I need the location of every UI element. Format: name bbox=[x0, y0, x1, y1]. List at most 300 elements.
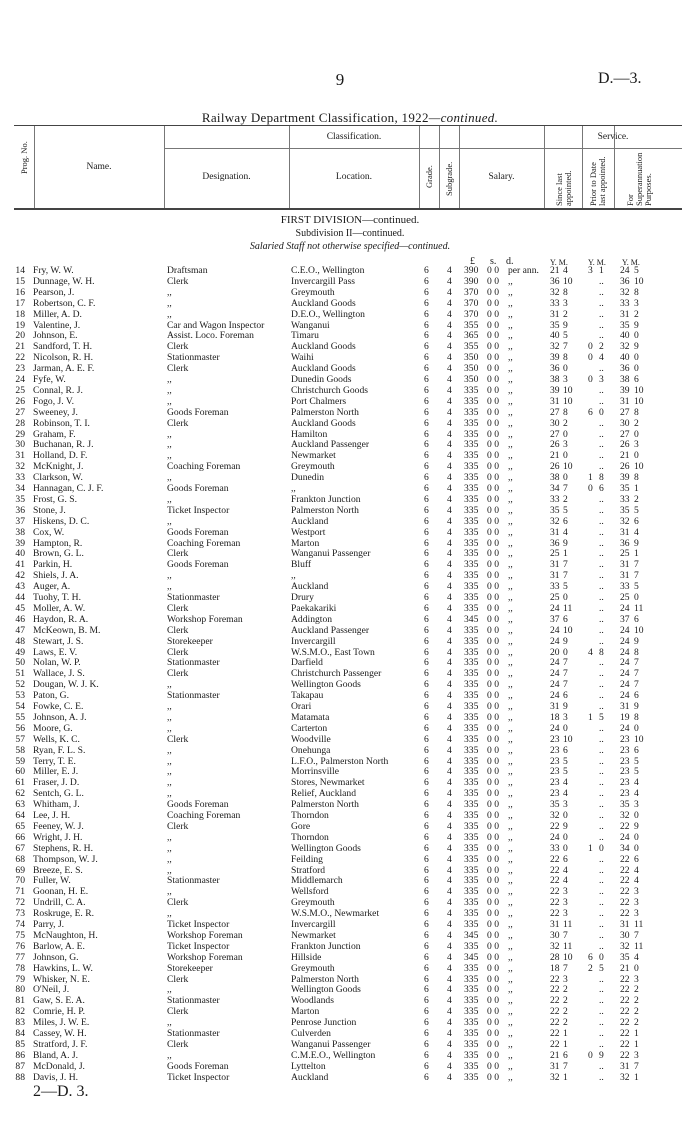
prior-months: .. bbox=[599, 919, 604, 930]
designation: ,, bbox=[167, 908, 172, 920]
prior-months: .. bbox=[599, 613, 604, 625]
prog-no: 44 bbox=[15, 592, 25, 603]
salary-period: ,, bbox=[508, 1038, 513, 1050]
since-years: 38 bbox=[550, 472, 560, 484]
salary-period: ,, bbox=[508, 504, 513, 516]
designation: Stationmaster bbox=[167, 592, 220, 603]
salary-period: ,, bbox=[508, 711, 513, 723]
staff-name: Barlow, A. E. bbox=[33, 940, 85, 952]
designation: ,, bbox=[167, 864, 172, 876]
salary: 390 bbox=[464, 265, 479, 276]
super-months: 5 bbox=[634, 265, 639, 276]
salary-shillings-pence: 0 0 bbox=[487, 613, 499, 625]
prior-years: 0 bbox=[588, 483, 593, 494]
since-months: 6 bbox=[563, 515, 568, 527]
salary: 335 bbox=[464, 1017, 479, 1029]
grade: 6 bbox=[424, 461, 429, 473]
super-months: 5 bbox=[634, 755, 639, 767]
salary-shillings-pence: 0 0 bbox=[487, 341, 499, 353]
super-years: 31 bbox=[620, 701, 630, 712]
grade: 6 bbox=[424, 1060, 429, 1072]
salary-period: ,, bbox=[508, 799, 513, 811]
table-row bbox=[0, 450, 700, 460]
prior-years: 6 bbox=[588, 406, 593, 418]
prog-no: 78 bbox=[15, 962, 25, 974]
grade: 6 bbox=[424, 417, 429, 429]
prior-years: 1 bbox=[588, 842, 593, 854]
since-years: 27 bbox=[550, 428, 560, 440]
staff-name: Ryan, F. L. S. bbox=[33, 744, 86, 756]
since-months: 3 bbox=[563, 439, 568, 451]
super-months: 2 bbox=[634, 493, 639, 505]
table-row bbox=[0, 374, 700, 384]
prog-no: 83 bbox=[15, 1017, 25, 1029]
staff-name: Fowke, C. E. bbox=[33, 701, 84, 712]
salary: 345 bbox=[464, 951, 479, 963]
location: Frankton Junction bbox=[291, 493, 361, 505]
header-prog-no: Prog. No. bbox=[19, 141, 29, 174]
staff-name: Fraser, J. D. bbox=[33, 777, 80, 789]
since-years: 31 bbox=[550, 701, 560, 712]
since-years: 31 bbox=[550, 308, 560, 320]
super-months: 2 bbox=[634, 308, 639, 320]
subgrade: 4 bbox=[447, 929, 452, 941]
since-months: 8 bbox=[563, 406, 568, 418]
designation: ,, bbox=[167, 374, 172, 385]
table-row bbox=[0, 886, 700, 896]
since-years: 24 bbox=[550, 690, 560, 702]
location: Wellington Goods bbox=[291, 984, 361, 996]
super-years: 24 bbox=[620, 679, 630, 691]
salary-period: ,, bbox=[508, 820, 513, 832]
grade: 6 bbox=[424, 286, 429, 298]
staff-name: Paton, G. bbox=[33, 690, 69, 702]
grade: 6 bbox=[424, 733, 429, 745]
salary-period: ,, bbox=[508, 548, 513, 560]
since-months: 3 bbox=[563, 973, 568, 985]
grade: 6 bbox=[424, 984, 429, 996]
super-months: 10 bbox=[634, 461, 644, 473]
subgrade: 4 bbox=[447, 1006, 452, 1018]
super-months: 6 bbox=[634, 690, 639, 702]
staff-name: Tuohy, T. H. bbox=[33, 592, 81, 603]
designation: ,, bbox=[167, 777, 172, 789]
salary-shillings-pence: 0 0 bbox=[487, 450, 499, 462]
since-years: 32 bbox=[550, 286, 560, 298]
salary: 335 bbox=[464, 788, 479, 800]
grade: 6 bbox=[424, 853, 429, 865]
location: Greymouth bbox=[291, 461, 335, 473]
prog-no: 24 bbox=[15, 374, 25, 385]
super-months: 8 bbox=[634, 711, 639, 723]
since-months: 4 bbox=[563, 864, 568, 876]
location: Thorndon bbox=[291, 810, 329, 821]
prior-months: .. bbox=[599, 940, 604, 952]
salary: 345 bbox=[464, 613, 479, 625]
super-years: 33 bbox=[620, 581, 630, 593]
prog-no: 28 bbox=[15, 417, 25, 429]
salary-period: ,, bbox=[508, 929, 513, 941]
table-row bbox=[0, 930, 700, 940]
salary: 335 bbox=[464, 940, 479, 952]
salary-shillings-pence: 0 0 bbox=[487, 853, 499, 865]
salary: 335 bbox=[464, 755, 479, 767]
subgrade: 4 bbox=[447, 799, 452, 811]
staff-name: Fyfe, W. bbox=[33, 374, 66, 385]
grade: 6 bbox=[424, 722, 429, 734]
since-months: 3 bbox=[563, 799, 568, 811]
location: Palmerston North bbox=[291, 799, 359, 811]
salary: 335 bbox=[464, 1038, 479, 1050]
designation: Goods Foreman bbox=[167, 526, 229, 538]
units-pence: d. bbox=[506, 256, 514, 267]
table-row bbox=[0, 788, 700, 798]
subgrade: 4 bbox=[447, 1060, 452, 1072]
since-years: 39 bbox=[550, 384, 560, 396]
salary: 335 bbox=[464, 592, 479, 603]
location: Auckland Goods bbox=[291, 341, 356, 353]
super-years: 22 bbox=[620, 973, 630, 985]
grade: 6 bbox=[424, 275, 429, 287]
since-years: 22 bbox=[550, 864, 560, 876]
subgrade: 4 bbox=[447, 668, 452, 680]
prior-months: .. bbox=[599, 886, 604, 898]
subgrade: 4 bbox=[447, 657, 452, 669]
prior-years: 2 bbox=[588, 962, 593, 974]
since-years: 22 bbox=[550, 820, 560, 832]
salary: 390 bbox=[464, 275, 479, 287]
since-years: 31 bbox=[550, 570, 560, 582]
salary-shillings-pence: 0 0 bbox=[487, 679, 499, 691]
location: Timaru bbox=[291, 330, 319, 342]
subgrade: 4 bbox=[447, 493, 452, 505]
subgrade: 4 bbox=[447, 592, 452, 603]
salary-shillings-pence: 0 0 bbox=[487, 374, 499, 385]
footer-signature: 2—D. 3. bbox=[33, 1083, 89, 1100]
designation: Stationmaster bbox=[167, 657, 220, 669]
document-reference: D.—3. bbox=[598, 70, 642, 87]
prog-no: 25 bbox=[15, 384, 25, 396]
location: Dunedin bbox=[291, 472, 325, 484]
table-row bbox=[0, 810, 700, 820]
prior-months: .. bbox=[599, 744, 604, 756]
prog-no: 30 bbox=[15, 439, 25, 451]
salary-shillings-pence: 0 0 bbox=[487, 657, 499, 669]
table-header bbox=[14, 125, 682, 210]
staff-name: Miller, E. J. bbox=[33, 766, 79, 778]
location: Auckland Passenger bbox=[291, 439, 370, 451]
salary-shillings-pence: 0 0 bbox=[487, 319, 499, 331]
super-years: 36 bbox=[620, 537, 630, 549]
designation: ,, bbox=[167, 570, 172, 582]
location: Port Chalmers bbox=[291, 395, 347, 407]
staff-name: Laws, E. V. bbox=[33, 646, 78, 658]
since-months: 10 bbox=[563, 395, 573, 407]
super-months: 7 bbox=[634, 657, 639, 669]
super-years: 23 bbox=[620, 744, 630, 756]
salary: 370 bbox=[464, 297, 479, 309]
super-years: 35 bbox=[620, 483, 630, 494]
salary: 335 bbox=[464, 417, 479, 429]
staff-name: McKeown, B. M. bbox=[33, 624, 101, 636]
subgrade: 4 bbox=[447, 319, 452, 331]
super-months: 0 bbox=[634, 831, 639, 843]
grade: 6 bbox=[424, 439, 429, 451]
since-months: 11 bbox=[563, 940, 573, 952]
subgrade: 4 bbox=[447, 559, 452, 571]
designation: ,, bbox=[167, 472, 172, 484]
super-months: 9 bbox=[634, 537, 639, 549]
staff-name: Stone, J. bbox=[33, 504, 66, 516]
salary: 335 bbox=[464, 984, 479, 996]
prog-no: 37 bbox=[15, 515, 25, 527]
super-months: 10 bbox=[634, 384, 644, 396]
grade: 6 bbox=[424, 592, 429, 603]
since-years: 32 bbox=[550, 1071, 560, 1083]
subgrade: 4 bbox=[447, 537, 452, 549]
salary-period: ,, bbox=[508, 581, 513, 593]
table-row bbox=[0, 745, 700, 755]
since-months: 3 bbox=[563, 711, 568, 723]
staff-name: Connal, R. J. bbox=[33, 384, 83, 396]
salary: 335 bbox=[464, 504, 479, 516]
prog-no: 33 bbox=[15, 472, 25, 484]
units-years-months: Y. M. bbox=[550, 258, 568, 267]
super-months: 2 bbox=[634, 417, 639, 429]
subgrade: 4 bbox=[447, 483, 452, 494]
super-months: 0 bbox=[634, 352, 639, 364]
salary-period: ,, bbox=[508, 657, 513, 669]
staff-name: Whitham, J. bbox=[33, 799, 80, 811]
super-years: 35 bbox=[620, 951, 630, 963]
staff-name: Sentch, G. L. bbox=[33, 788, 84, 800]
salary-shillings-pence: 0 0 bbox=[487, 275, 499, 287]
designation: Clerk bbox=[167, 624, 189, 636]
super-years: 24 bbox=[620, 635, 630, 647]
salary: 335 bbox=[464, 1006, 479, 1018]
salary-period: ,, bbox=[508, 493, 513, 505]
prog-no: 65 bbox=[15, 820, 25, 832]
grade: 6 bbox=[424, 755, 429, 767]
salary: 355 bbox=[464, 341, 479, 353]
prior-months: .. bbox=[599, 777, 604, 789]
prog-no: 32 bbox=[15, 461, 25, 473]
table-row bbox=[0, 974, 700, 984]
designation: Stationmaster bbox=[167, 995, 220, 1007]
prior-months: .. bbox=[599, 1006, 604, 1018]
grade: 6 bbox=[424, 602, 429, 614]
subgrade: 4 bbox=[447, 886, 452, 898]
super-months: 4 bbox=[634, 864, 639, 876]
grade: 6 bbox=[424, 995, 429, 1007]
designation: ,, bbox=[167, 711, 172, 723]
subgrade: 4 bbox=[447, 701, 452, 712]
salary-period: ,, bbox=[508, 417, 513, 429]
grade: 6 bbox=[424, 395, 429, 407]
since-years: 24 bbox=[550, 668, 560, 680]
location: Onehunga bbox=[291, 744, 331, 756]
prior-months: .. bbox=[599, 668, 604, 680]
since-years: 36 bbox=[550, 537, 560, 549]
since-years: 21 bbox=[550, 265, 560, 276]
super-years: 22 bbox=[620, 1006, 630, 1018]
header-prior-to-date: Prior to Date last appointed. bbox=[588, 156, 607, 206]
prior-months: .. bbox=[599, 275, 604, 287]
since-months: 3 bbox=[563, 886, 568, 898]
super-years: 31 bbox=[620, 559, 630, 571]
super-months: 4 bbox=[634, 875, 639, 887]
since-years: 37 bbox=[550, 613, 560, 625]
salary-shillings-pence: 0 0 bbox=[487, 701, 499, 712]
since-years: 30 bbox=[550, 417, 560, 429]
prog-no: 71 bbox=[15, 886, 25, 898]
location: Penrose Junction bbox=[291, 1017, 357, 1029]
salary-shillings-pence: 0 0 bbox=[487, 919, 499, 930]
prior-months: 2 bbox=[599, 341, 604, 353]
prog-no: 15 bbox=[15, 275, 25, 287]
subgrade: 4 bbox=[447, 962, 452, 974]
since-months: 7 bbox=[563, 929, 568, 941]
salary: 335 bbox=[464, 602, 479, 614]
table-row bbox=[0, 963, 700, 973]
super-years: 22 bbox=[620, 1038, 630, 1050]
staff-name: O'Neil, J. bbox=[33, 984, 70, 996]
table-row bbox=[0, 919, 700, 929]
super-months: 10 bbox=[634, 624, 644, 636]
table-row bbox=[0, 984, 700, 994]
salary-period: ,, bbox=[508, 1071, 513, 1083]
prior-months: 8 bbox=[599, 646, 604, 658]
staff-name: Johnson, A. J. bbox=[33, 711, 87, 723]
grade: 6 bbox=[424, 897, 429, 909]
since-months: 11 bbox=[563, 919, 573, 930]
subgrade: 4 bbox=[447, 275, 452, 287]
subgrade: 4 bbox=[447, 515, 452, 527]
salary-shillings-pence: 0 0 bbox=[487, 646, 499, 658]
location: ,, bbox=[291, 483, 296, 494]
salary-shillings-pence: 0 0 bbox=[487, 940, 499, 952]
since-months: 5 bbox=[563, 766, 568, 778]
salary-shillings-pence: 0 0 bbox=[487, 799, 499, 811]
staff-name: Valentine, J. bbox=[33, 319, 81, 331]
table-row bbox=[0, 309, 700, 319]
super-years: 24 bbox=[620, 657, 630, 669]
designation: ,, bbox=[167, 842, 172, 854]
staff-name: Stewart, J. S. bbox=[33, 635, 84, 647]
prior-months: 5 bbox=[599, 711, 604, 723]
subdivision-heading: Subdivision II—continued. bbox=[295, 228, 405, 239]
since-years: 22 bbox=[550, 886, 560, 898]
designation: Stationmaster bbox=[167, 352, 220, 364]
since-months: 6 bbox=[563, 1049, 568, 1061]
table-row bbox=[0, 799, 700, 809]
super-years: 22 bbox=[620, 1017, 630, 1029]
prog-no: 87 bbox=[15, 1060, 25, 1072]
staff-name: Parkin, H. bbox=[33, 559, 73, 571]
grade: 6 bbox=[424, 493, 429, 505]
location: Frankton Junction bbox=[291, 940, 361, 952]
table-row bbox=[0, 865, 700, 875]
prog-no: 79 bbox=[15, 973, 25, 985]
subgrade: 4 bbox=[447, 679, 452, 691]
prog-no: 14 bbox=[15, 265, 25, 276]
location: Addington bbox=[291, 613, 333, 625]
super-months: 0 bbox=[634, 330, 639, 342]
super-years: 38 bbox=[620, 374, 630, 385]
super-years: 33 bbox=[620, 493, 630, 505]
since-years: 18 bbox=[550, 962, 560, 974]
table-row bbox=[0, 614, 700, 624]
since-years: 32 bbox=[550, 810, 560, 821]
since-months: 4 bbox=[563, 875, 568, 887]
salary-period: ,, bbox=[508, 297, 513, 309]
staff-name: Nicolson, R. H. bbox=[33, 352, 93, 364]
designation: ,, bbox=[167, 744, 172, 756]
since-years: 22 bbox=[550, 908, 560, 920]
salary-shillings-pence: 0 0 bbox=[487, 711, 499, 723]
prior-months: .. bbox=[599, 363, 604, 375]
table-row bbox=[0, 592, 700, 602]
grade: 6 bbox=[424, 581, 429, 593]
table-row bbox=[0, 1006, 700, 1016]
salary: 335 bbox=[464, 1071, 479, 1083]
location: Dunedin Goods bbox=[291, 374, 352, 385]
super-years: 24 bbox=[620, 722, 630, 734]
since-years: 20 bbox=[550, 646, 560, 658]
super-months: 11 bbox=[634, 940, 644, 952]
subgrade: 4 bbox=[447, 973, 452, 985]
since-years: 23 bbox=[550, 755, 560, 767]
salary-shillings-pence: 0 0 bbox=[487, 602, 499, 614]
super-months: 6 bbox=[634, 374, 639, 385]
prior-months: 6 bbox=[599, 483, 604, 494]
subgrade: 4 bbox=[447, 384, 452, 396]
staff-name: Hampton, R. bbox=[33, 537, 83, 549]
salary-period: ,, bbox=[508, 744, 513, 756]
salary-shillings-pence: 0 0 bbox=[487, 908, 499, 920]
salary: 335 bbox=[464, 897, 479, 909]
salary-shillings-pence: 0 0 bbox=[487, 962, 499, 974]
grade: 6 bbox=[424, 668, 429, 680]
prior-months: .. bbox=[599, 897, 604, 909]
designation: Goods Foreman bbox=[167, 1060, 229, 1072]
prior-months: 0 bbox=[599, 406, 604, 418]
designation: ,, bbox=[167, 450, 172, 462]
super-months: 4 bbox=[634, 788, 639, 800]
header-rule bbox=[544, 148, 682, 149]
salary-period: ,, bbox=[508, 810, 513, 821]
staff-name: Auger, A. bbox=[33, 581, 71, 593]
title-text: Railway Department Classification, 1922 bbox=[201, 110, 429, 125]
staff-name: Goonan, H. E. bbox=[33, 886, 89, 898]
staff-name: Parry, J. bbox=[33, 919, 65, 930]
designation: ,, bbox=[167, 493, 172, 505]
salary: 335 bbox=[464, 679, 479, 691]
designation: Stationmaster bbox=[167, 690, 220, 702]
prog-no: 84 bbox=[15, 1028, 25, 1039]
since-years: 23 bbox=[550, 766, 560, 778]
salary: 335 bbox=[464, 461, 479, 473]
prog-no: 51 bbox=[15, 668, 25, 680]
staff-name: Hawkins, L. W. bbox=[33, 962, 93, 974]
staff-name: Wells, K. C. bbox=[33, 733, 80, 745]
salary: 335 bbox=[464, 733, 479, 745]
salary-period: ,, bbox=[508, 831, 513, 843]
table-row bbox=[0, 1072, 700, 1082]
table-row bbox=[0, 320, 700, 330]
staff-name: McKnight, J. bbox=[33, 461, 84, 473]
table-row bbox=[0, 494, 700, 504]
